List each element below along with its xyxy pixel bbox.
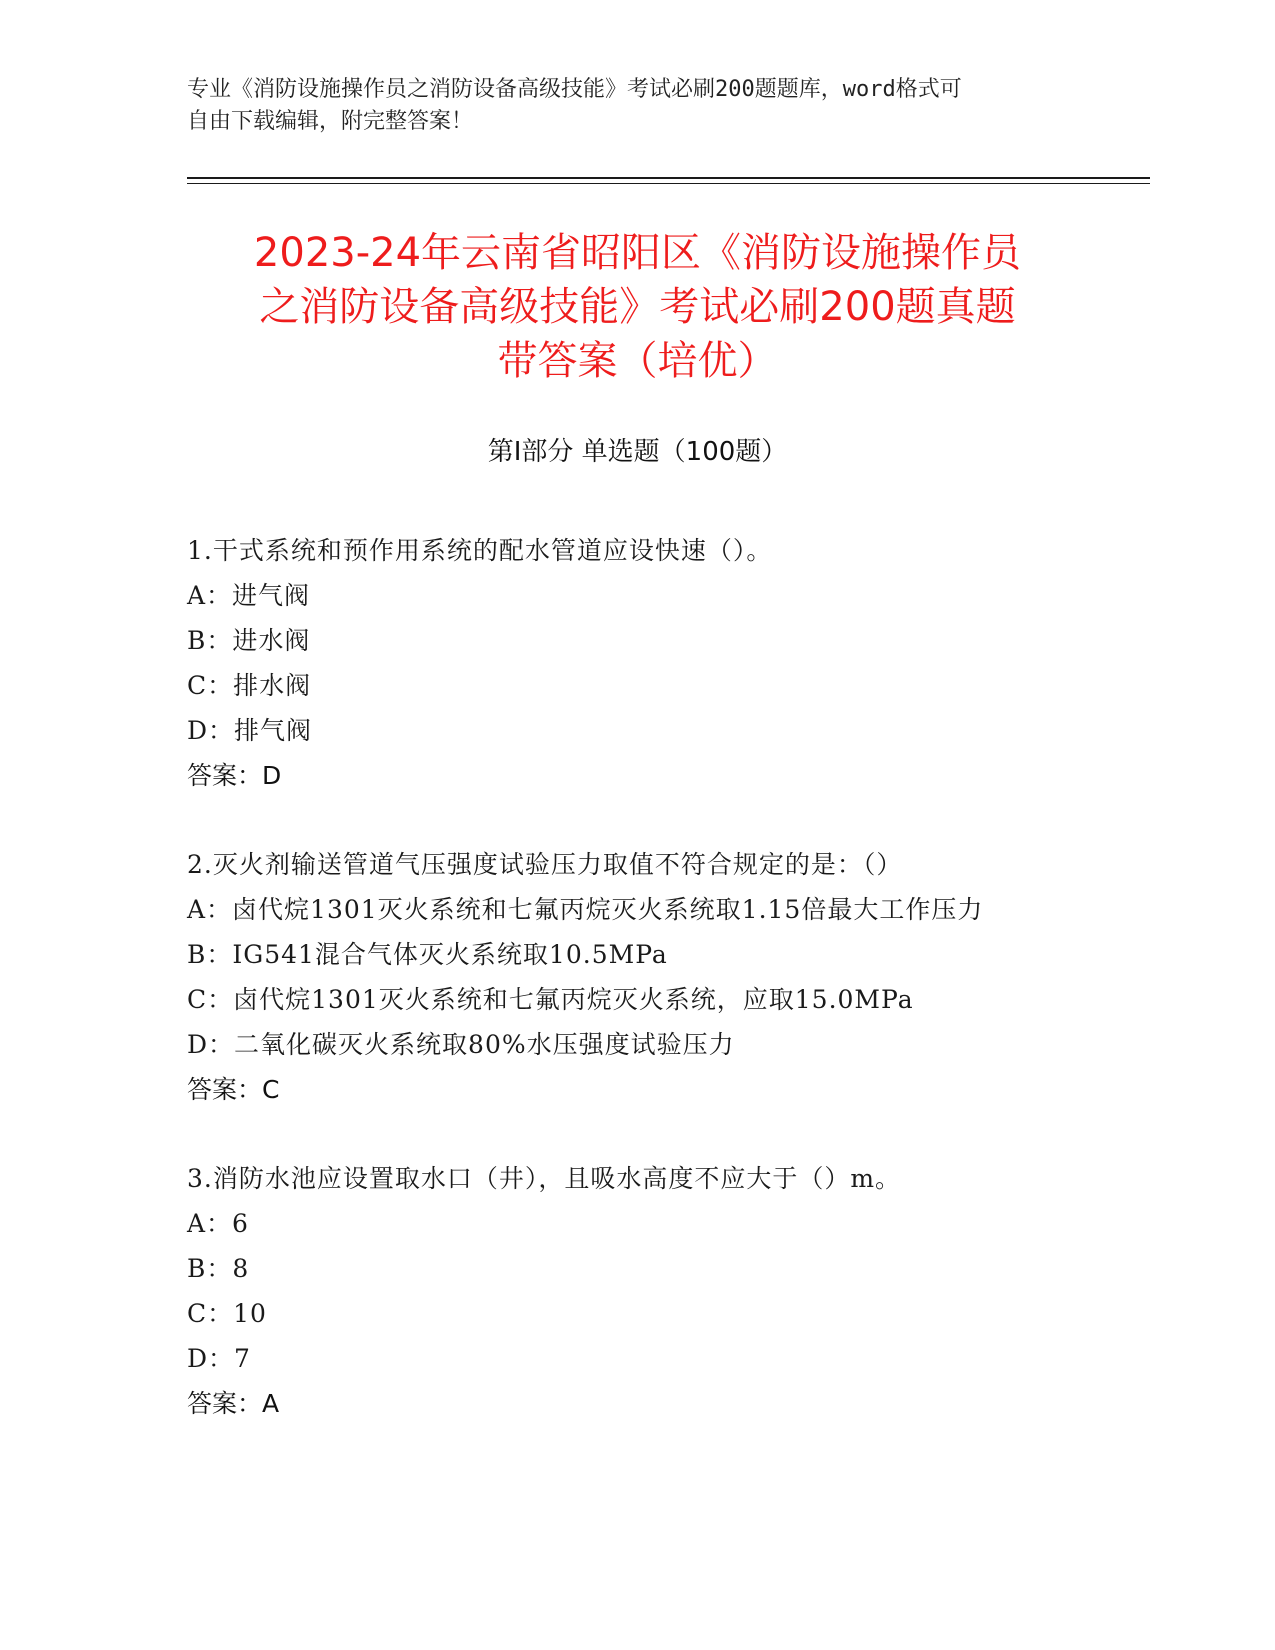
question-stem: 1.干式系统和预作用系统的配水管道应设快速（）。: [187, 536, 773, 565]
question-1: [187, 528, 1147, 798]
question-3: [187, 1156, 1147, 1426]
document-title: [140, 226, 1135, 388]
option-b: B：IG541混合气体灭火系统取10.5MPa: [187, 940, 668, 969]
header-note-line-2: 自由下载编辑，附完整答案！: [187, 109, 474, 134]
header-note: [187, 74, 1087, 138]
option-d: D：7: [187, 1344, 251, 1373]
header-divider-thin: [187, 183, 1150, 184]
option-a: A：进气阀: [187, 581, 311, 610]
document-title-line-1: 2023-24年云南省昭阳区《消防设施操作员: [253, 230, 1022, 276]
option-b: B：8: [187, 1254, 250, 1283]
question-stem: 3.消防水池应设置取水口（井），且吸水高度不应大于（）m。: [187, 1164, 902, 1193]
answer-line: 答案：D: [187, 761, 282, 790]
document-title-line-3: 带答案（培优）: [497, 338, 778, 384]
question-stem: 2.灭火剂输送管道气压强度试验压力取值不符合规定的是：（）: [187, 850, 903, 879]
option-a: A：卤代烷1301灭火系统和七氟丙烷灭火系统取1.15倍最大工作压力: [187, 895, 984, 924]
option-c: C：10: [187, 1299, 267, 1328]
option-a: A：6: [187, 1209, 249, 1238]
option-c: C：卤代烷1301灭火系统和七氟丙烷灭火系统，应取15.0MPa: [187, 985, 914, 1014]
document-title-line-2: 之消防设备高级技能》考试必刷200题真题: [259, 284, 1016, 330]
question-2: [187, 842, 1147, 1112]
answer-line: 答案：A: [187, 1389, 280, 1418]
section-title: 第Ⅰ部分 单选题（100题）: [487, 437, 788, 467]
header-divider-thick: [187, 177, 1150, 179]
option-d: D：二氧化碳灭火系统取80%水压强度试验压力: [187, 1030, 735, 1059]
answer-line: 答案：C: [187, 1075, 280, 1104]
option-d: D：排气阀: [187, 716, 313, 745]
option-c: C：排水阀: [187, 671, 312, 700]
option-b: B：进水阀: [187, 626, 311, 655]
header-note-line-1: 专业《消防设施操作员之消防设备高级技能》考试必刷200题题库，word格式可: [187, 77, 962, 102]
question-list: [187, 528, 1147, 1470]
